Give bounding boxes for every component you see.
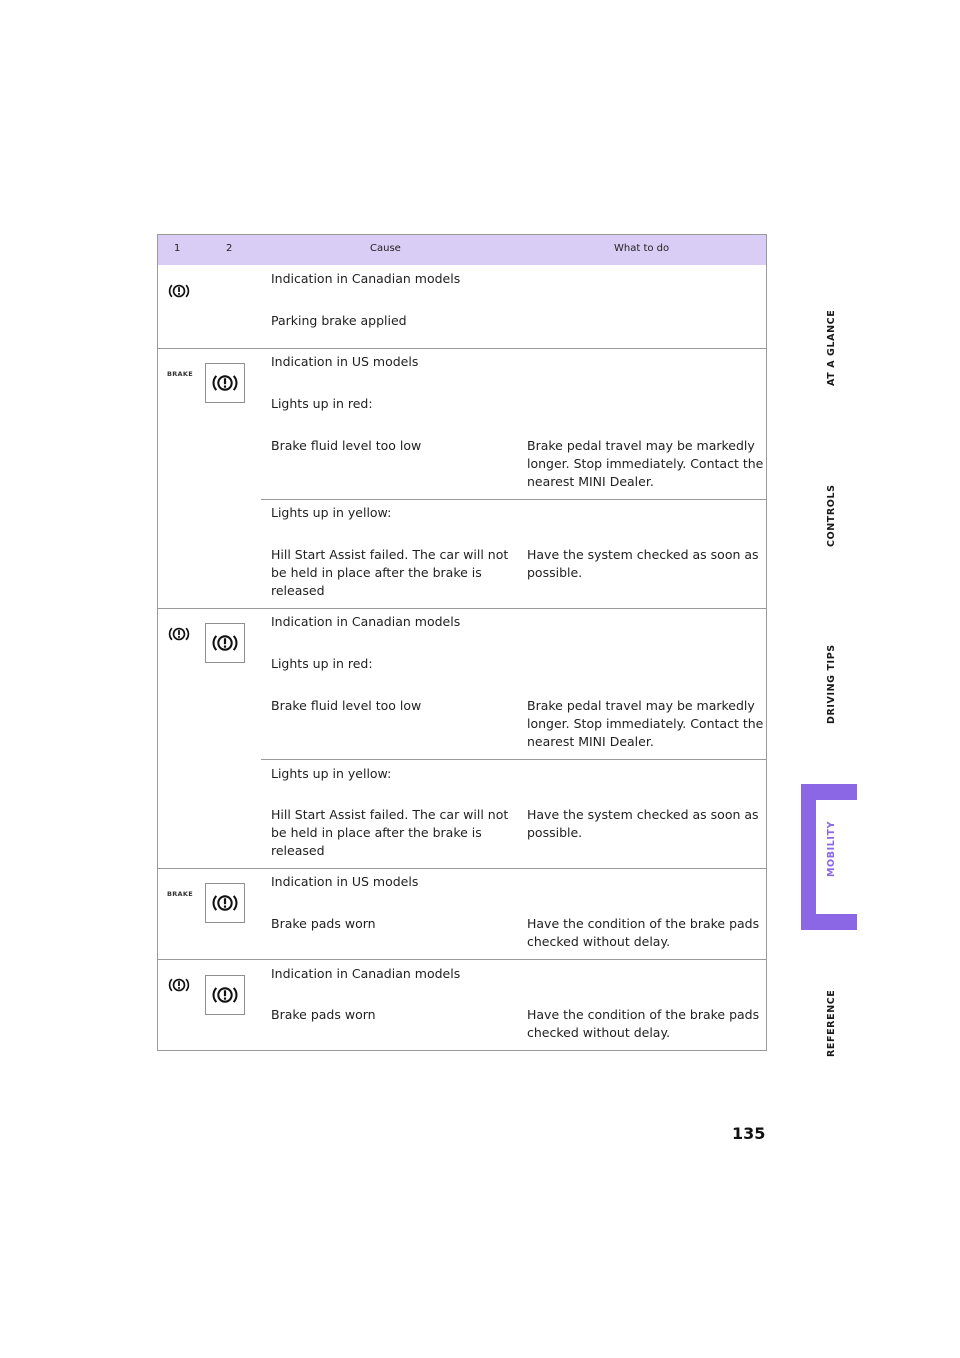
- sidebar-label-reference[interactable]: REFERENCE: [826, 989, 837, 1057]
- what-to-do-text: possible.: [527, 565, 583, 580]
- light-state-label: Lights up in yellow:: [271, 505, 392, 520]
- warning-lights-table: [157, 234, 767, 1051]
- what-to-do-text: longer. Stop immediately. Contact the: [527, 716, 764, 731]
- cause-text: Brake pads worn: [271, 1007, 376, 1022]
- brake-warning-icon: [205, 883, 245, 923]
- cause-text: Hill Start Assist failed. The car will not: [271, 547, 509, 562]
- page-number: 135: [732, 1124, 766, 1143]
- what-to-do-text: Have the system checked as soon as: [527, 807, 759, 822]
- what-to-do-text: Have the condition of the brake pads: [527, 1007, 760, 1022]
- cause-text: Brake fluid level too low: [271, 438, 422, 453]
- brake-warning-icon: [166, 624, 192, 644]
- what-to-do-text: Brake pedal travel may be markedly: [527, 438, 755, 453]
- sidebar-label-driving-tips[interactable]: DRIVING TIPS: [826, 644, 837, 724]
- header-col-1: 1: [174, 243, 181, 254]
- what-to-do-text: Have the system checked as soon as: [527, 547, 759, 562]
- row-divider: [158, 959, 766, 960]
- row-heading: Indication in Canadian models: [271, 271, 461, 286]
- row-divider: [158, 608, 766, 609]
- brake-warning-icon: [205, 623, 245, 663]
- what-to-do-text: nearest MINI Dealer.: [527, 474, 654, 489]
- row-divider: [158, 868, 766, 869]
- what-to-do-text: checked without delay.: [527, 934, 671, 949]
- brake-warning-icon: [166, 281, 192, 301]
- light-state-label: Lights up in red:: [271, 656, 373, 671]
- row-heading: Indication in Canadian models: [271, 614, 461, 629]
- cause-text: released: [271, 843, 325, 858]
- sub-row-divider: [261, 759, 766, 760]
- cause-text: Brake fluid level too low: [271, 698, 422, 713]
- brake-warning-icon: [205, 363, 245, 403]
- what-to-do-text: longer. Stop immediately. Contact the: [527, 456, 764, 471]
- header-what-to-do: What to do: [614, 243, 670, 254]
- row-heading: Indication in US models: [271, 874, 419, 889]
- brake-warning-icon: [205, 975, 245, 1015]
- what-to-do-text: Brake pedal travel may be markedly: [527, 698, 755, 713]
- what-to-do-text: checked without delay.: [527, 1025, 671, 1040]
- row-heading: Indication in US models: [271, 354, 419, 369]
- sidebar-label-mobility[interactable]: MOBILITY: [826, 820, 837, 877]
- what-to-do-text: nearest MINI Dealer.: [527, 734, 654, 749]
- row-divider: [158, 348, 766, 349]
- light-state-label: Lights up in red:: [271, 396, 373, 411]
- what-to-do-text: Have the condition of the brake pads: [527, 916, 760, 931]
- brake-text-icon: BRAKE: [167, 890, 193, 898]
- cause-text: Hill Start Assist failed. The car will not: [271, 807, 509, 822]
- table-header: [158, 235, 766, 265]
- brake-text-icon: BRAKE: [167, 370, 193, 378]
- header-col-2: 2: [226, 243, 233, 254]
- sub-row-divider: [261, 499, 766, 500]
- cause-text: be held in place after the brake is: [271, 825, 482, 840]
- brake-warning-icon: [166, 975, 192, 995]
- what-to-do-text: possible.: [527, 825, 583, 840]
- cause-text: Brake pads worn: [271, 916, 376, 931]
- light-state-label: Lights up in yellow:: [271, 766, 392, 781]
- sidebar-label-at-a-glance[interactable]: AT A GLANCE: [826, 309, 837, 386]
- header-cause: Cause: [370, 243, 401, 254]
- row-heading: Indication in Canadian models: [271, 966, 461, 981]
- cause-text: be held in place after the brake is: [271, 565, 482, 580]
- sidebar-label-controls[interactable]: CONTROLS: [826, 484, 837, 547]
- cause-text: released: [271, 583, 325, 598]
- cause-text: Parking brake applied: [271, 313, 407, 328]
